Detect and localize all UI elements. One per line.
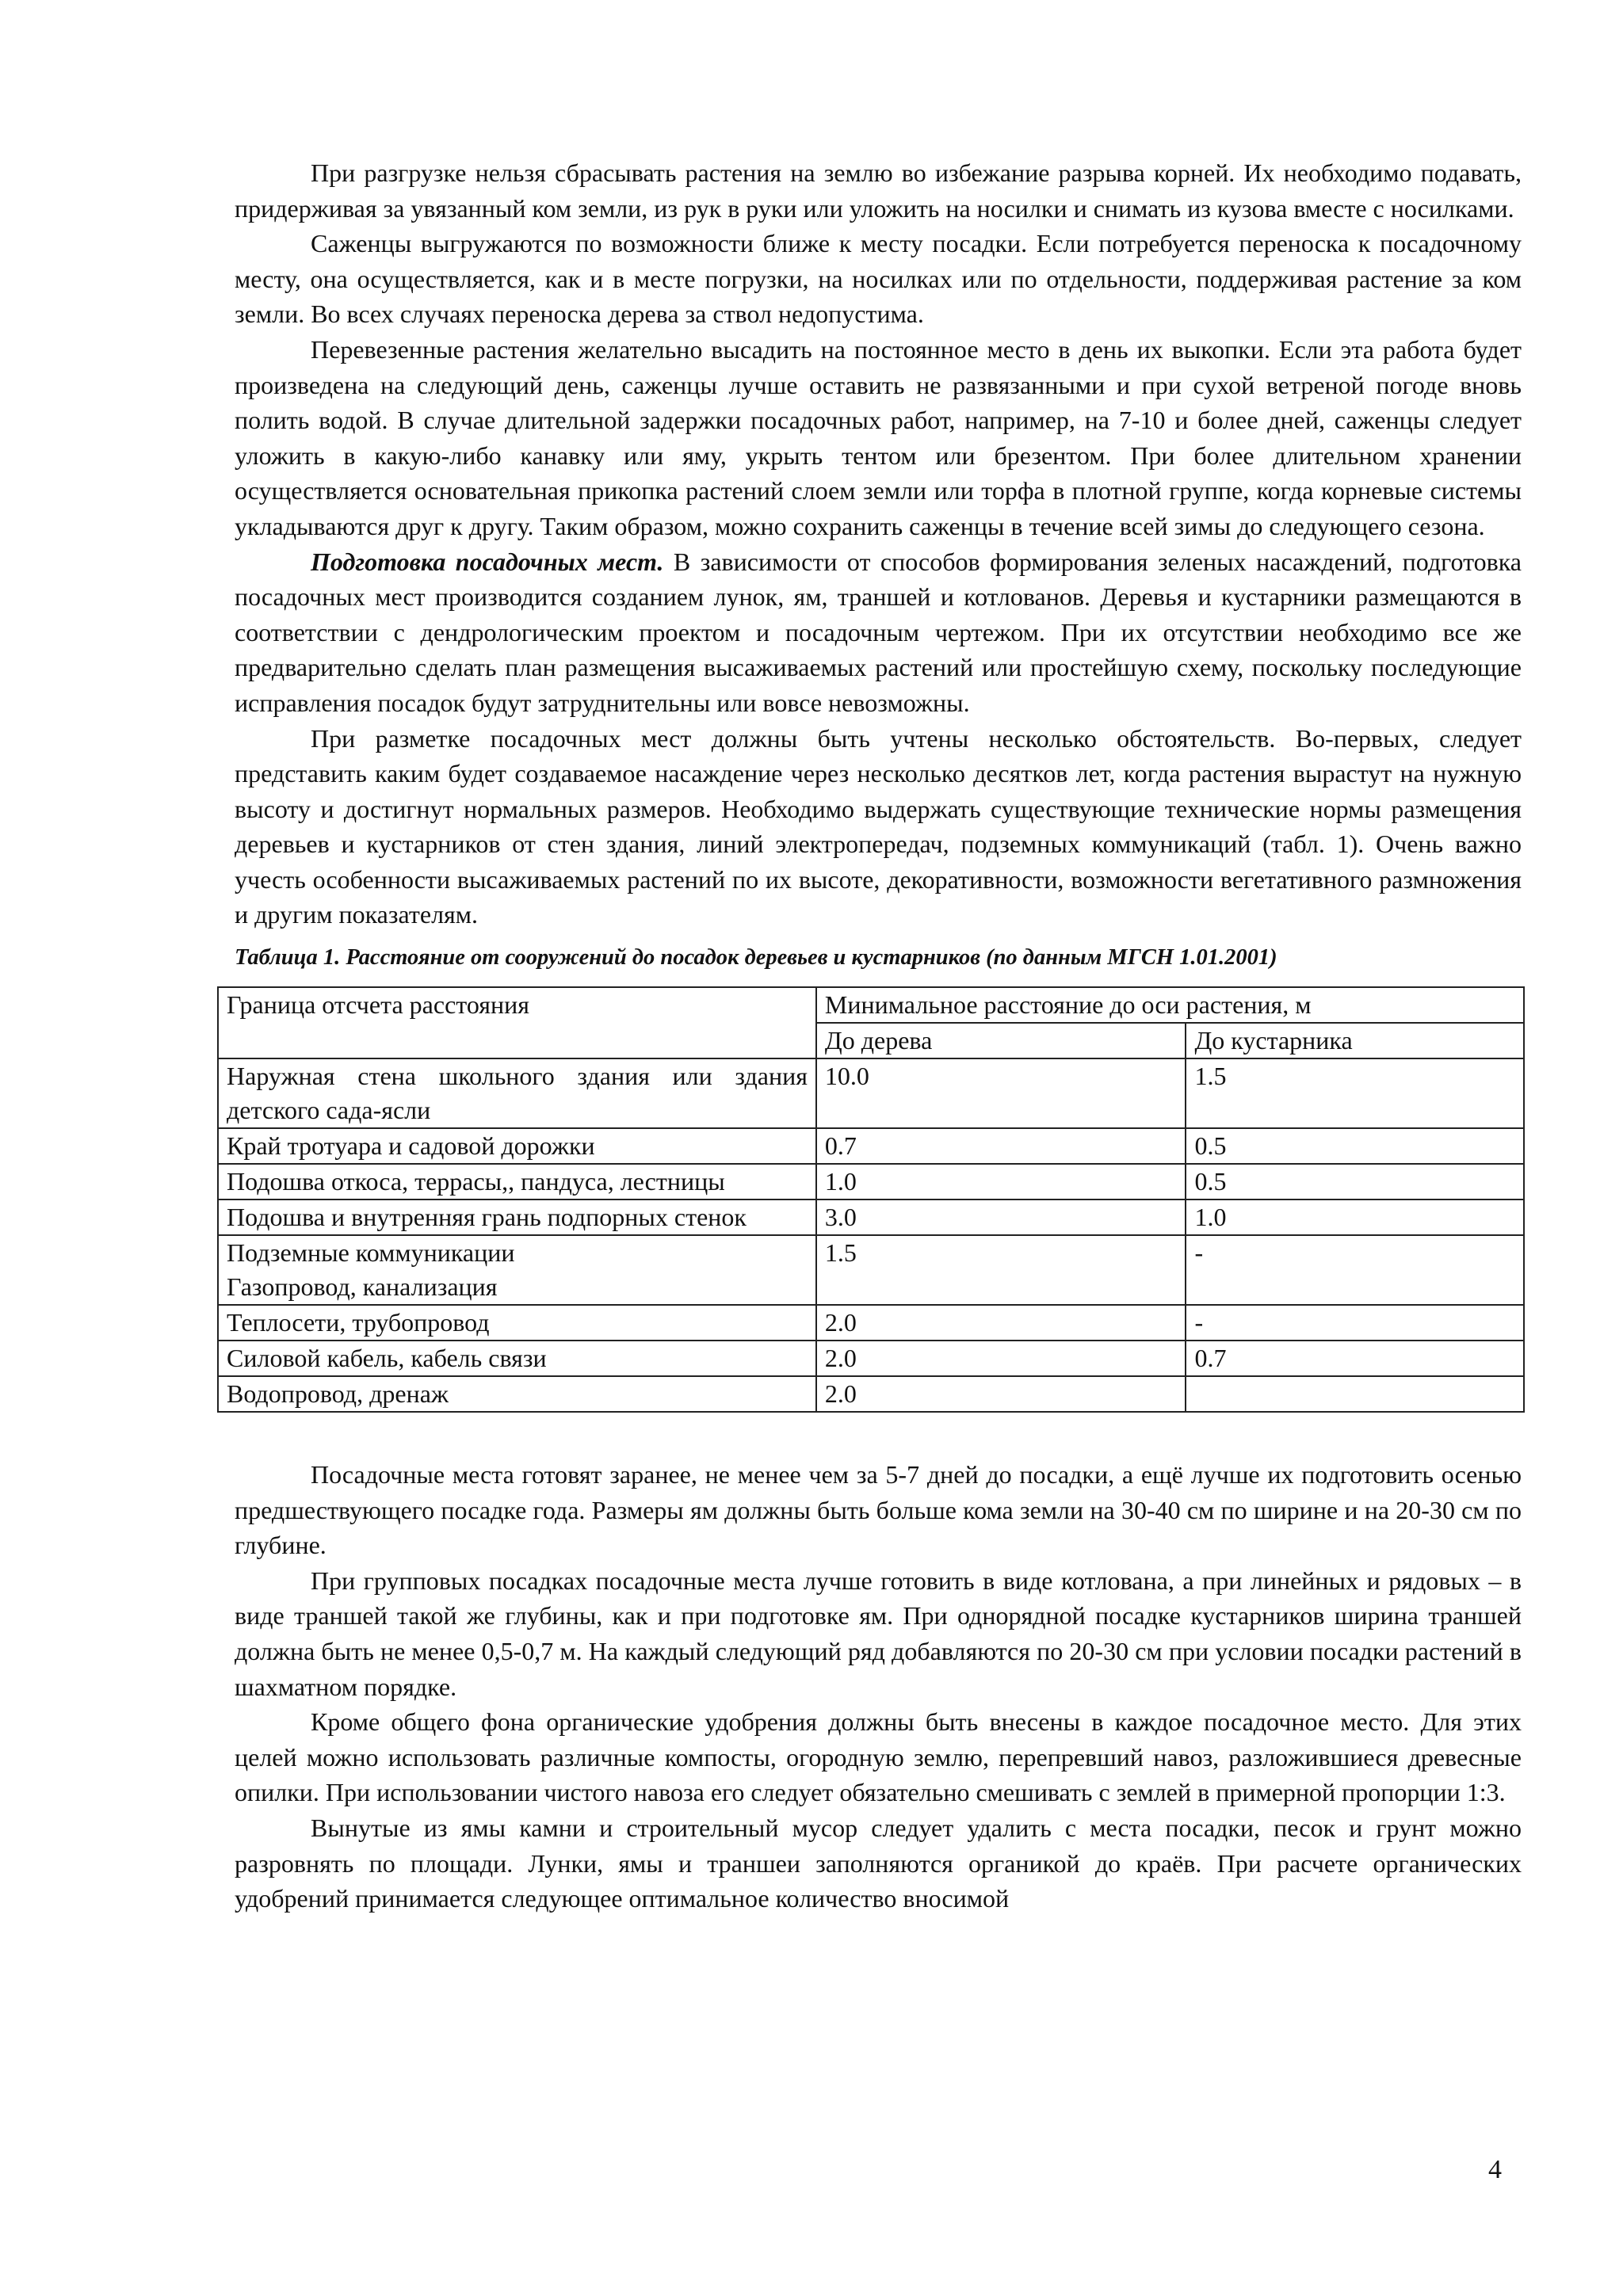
table-row: [218, 1341, 1524, 1376]
cell-boundary: Водопровод, дренаж: [218, 1376, 816, 1412]
cell-boundary: Подошва и внутренняя грань подпорных стенок: [218, 1199, 816, 1235]
table-row: [218, 1058, 1524, 1128]
cell-tree: 1.0: [816, 1164, 1186, 1199]
table-row: [218, 1305, 1524, 1341]
table-header-row: [218, 987, 1524, 1023]
cell-boundary: Подошва откоса, террасы,, пандуса, лестницы: [218, 1164, 816, 1199]
paragraph-planting-site-prep: [235, 544, 1522, 721]
paragraph-unloading: При разгрузке нельзя сбрасывать растения на землю во избежание разрыва корней. Их необходимо подавать, придерживая за увязанный ком земли, из рук в руки или уложить на носилки и снимать из кузова вместе с носилками.: [235, 158, 1522, 223]
cell-shrub: -: [1186, 1235, 1524, 1305]
cell-tree: 3.0: [816, 1199, 1186, 1235]
page-number: 4: [1488, 2155, 1502, 2184]
cell-boundary: [218, 1235, 816, 1305]
cell-shrub: -: [1186, 1305, 1524, 1341]
cell-tree: 2.0: [816, 1376, 1186, 1412]
cell-tree: 2.0: [816, 1305, 1186, 1341]
header-shrub: До кустарника: [1186, 1023, 1524, 1058]
header-min-distance: Минимальное расстояние до оси растения, м: [816, 987, 1524, 1023]
cell-boundary: Теплосети, трубопровод: [218, 1305, 816, 1341]
paragraph-debris-removal: Вынутые из ямы камни и строительный мусор следует удалить с места посадки, песок и грунт можно разровнять по площади. Лунки, ямы и траншеи заполняются органикой до краёв. При расчете органических удобрений принимается следующее оптимальное количество вносимой: [235, 1814, 1522, 1913]
header-boundary: Граница отсчета расстояния: [218, 987, 816, 1058]
cell-shrub: 1.5: [1186, 1058, 1524, 1128]
distance-table: [217, 986, 1525, 1413]
cell-shrub: [1186, 1376, 1524, 1412]
paragraph-organic-fertilizers: Кроме общего фона органические удобрения должны быть внесены в каждое посадочное место. Для этих целей можно использовать различные компосты, огородную землю, перепревший навоз, разложившиеся древесные опилки. При использовании чистого навоза его следует обязательно смешивать с землей в примерной пропорции 1:3.: [235, 1707, 1522, 1807]
table-row: [218, 1235, 1524, 1305]
header-tree: До дерева: [816, 1023, 1186, 1058]
paragraph-site-marking: При разметке посадочных мест должны быть учтены несколько обстоятельств. Во-первых, следует представить каким будет создаваемое насаждение через несколько десятков лет, когда растения вырастут на нужную высоту и достигнут нормальных размеров. Необходимо выдержать существующие технические нормы размещения деревьев и кустарников от стен здания, линий электропередач, подземных коммуникаций (табл. 1). Очень важно учесть особенности высаживаемых растений по их высоте, декоративности, возможности вегетативного размножения и другим показателям.: [235, 723, 1522, 929]
paragraph-seedlings-unload: Саженцы выгружаются по возможности ближе к месту посадки. Если потребуется переноска к посадочному месту, она осуществляется, как и в месте погрузки, на носилках или по отдельности, поддерживая растение за ком земли. Во всех случаях переноска дерева за ствол недопустима.: [235, 229, 1522, 329]
table-row: [218, 1164, 1524, 1199]
cell-shrub: 0.5: [1186, 1164, 1524, 1199]
cell-boundary: Край тротуара и садовой дорожки: [218, 1128, 816, 1164]
table-row: [218, 1199, 1524, 1235]
table-caption: Таблица 1. Расстояние от сооружений до посадок деревьев и кустарников (по данным МГСН 1.01.2001): [235, 945, 1277, 971]
cell-boundary: Силовой кабель, кабель связи: [218, 1341, 816, 1376]
cell-tree: 2.0: [816, 1341, 1186, 1376]
paragraph-pit-preparation: Посадочные места готовят заранее, не менее чем за 5-7 дней до посадки, а ещё лучше их подготовить осенью предшествующего посадке года. Размеры ям должны быть больше кома земли на 30-40 см по ширине и на 20-30 см по глубине.: [235, 1460, 1522, 1560]
paragraph-group-planting: При групповых посадках посадочные места лучше готовить в виде котлована, а при линейных и рядовых – в виде траншей такой же глубины, как и при подготовке ям. При однорядной посадке кустарников ширина траншей должна быть не менее 0,5-0,7 м. На каждый следующий ряд добавляются по 20-30 см при условии посадки растений в шахматном порядке.: [235, 1566, 1522, 1701]
table-row: [218, 1128, 1524, 1164]
section-heading-planting-sites: Подготовка посадочных мест.: [311, 547, 664, 576]
cell-boundary-line: Газопровод, канализация: [227, 1272, 498, 1302]
document-page: [227, 155, 1522, 1917]
cell-boundary-line: Подземные коммуникации: [227, 1238, 515, 1268]
cell-tree: 1.5: [816, 1235, 1186, 1305]
cell-tree: 0.7: [816, 1128, 1186, 1164]
table-row: [218, 1376, 1524, 1412]
cell-shrub: 1.0: [1186, 1199, 1524, 1235]
cell-shrub: 0.7: [1186, 1341, 1524, 1376]
cell-tree: 10.0: [816, 1058, 1186, 1128]
paragraph-planting-site-prep-text: В зависимости от способов формирования зеленых насаждений, подготовка посадочных мест производится созданием лунок, ям, траншей и котлованов. Деревья и кустарники размещаются в соответствии с дендрологическим проектом и посадочным чертежом. При их отсутствии необходимо все же предварительно сделать план размещения высаживаемых растений или простейшую схему, поскольку последующие исправления посадок будут затруднительны или вовсе невозможны.: [235, 547, 1522, 717]
paragraph-transported-plants: Перевезенные растения желательно высадить на постоянное место в день их выкопки. Если эта работа будет произведена на следующий день, саженцы лучше оставить не развязанными и при сухой ветреной погоде вновь полить водой. В случае длительной задержки посадочных работ, например, на 7-10 и более дней, саженцы следует уложить в какую-либо канавку или яму, укрыть тентом или брезентом. При более длительном хранении осуществляется основательная прикопка растений слоем земли или торфа в плотной группе, когда корневые системы укладываются друг к другу. Таким образом, можно сохранить саженцы в течение всей зимы до следующего сезона.: [235, 334, 1522, 540]
cell-shrub: 0.5: [1186, 1128, 1524, 1164]
cell-boundary: Наружная стена школьного здания или здания детского сада-ясли: [218, 1058, 816, 1128]
